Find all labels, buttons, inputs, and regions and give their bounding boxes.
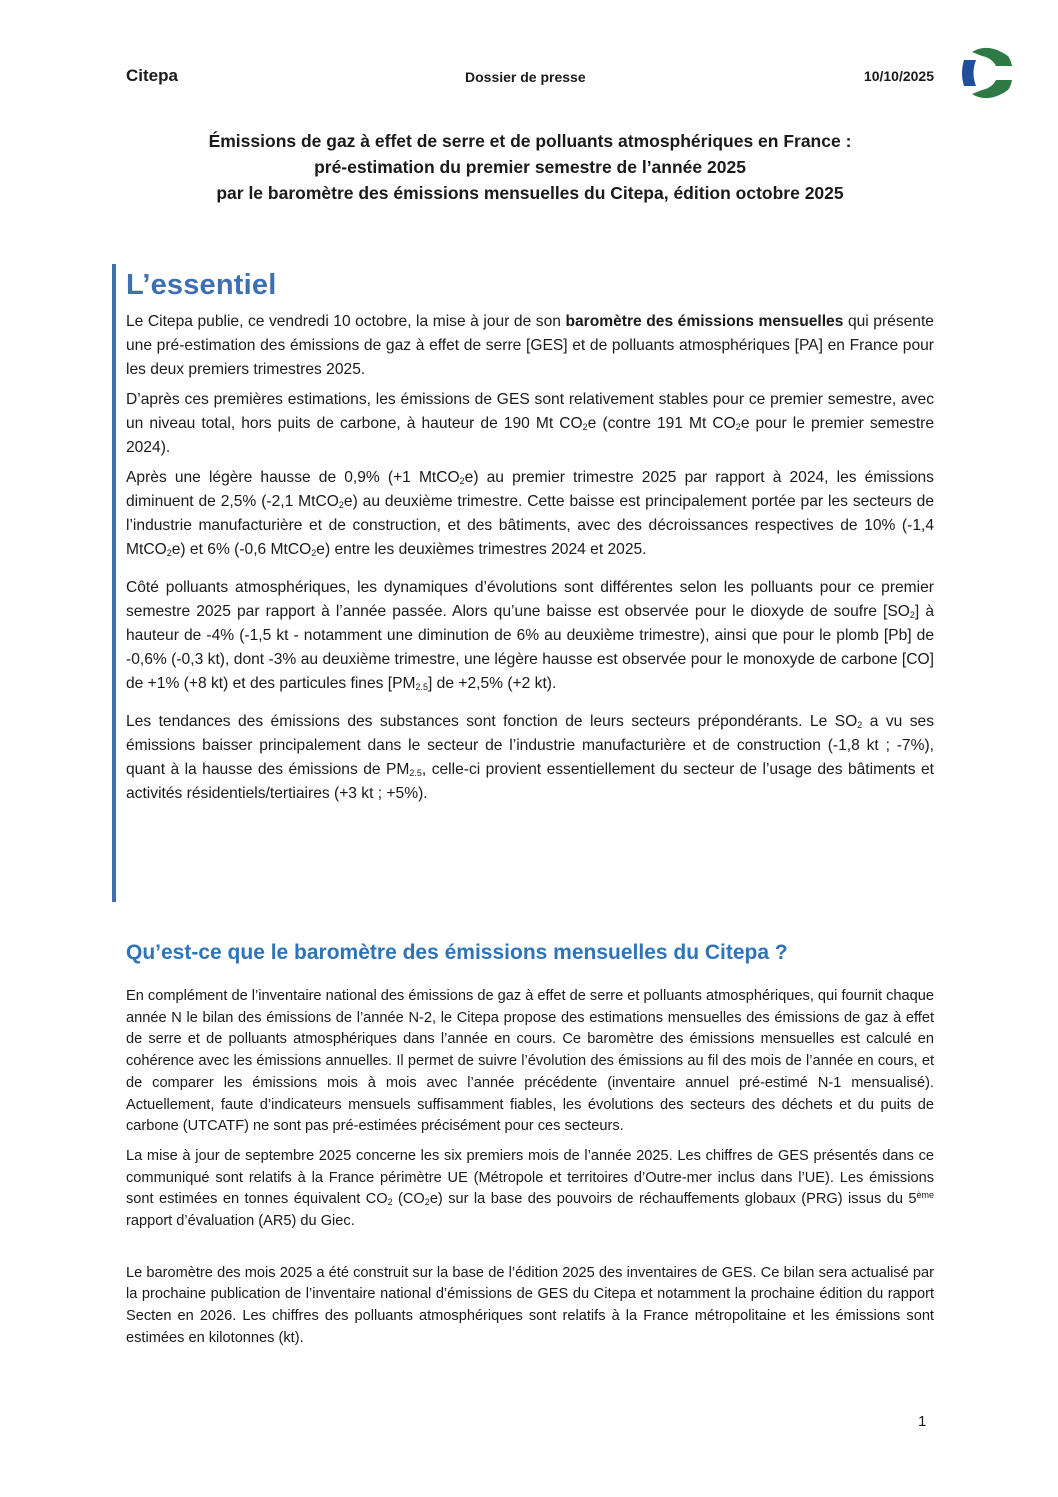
document-title [100,128,960,206]
barometre-paragraph-2: La mise à jour de septembre 2025 concerne les six premiers mois de l’année 2025. Les chiffres de GES présentés dans ce communiqué sont relatifs à la France périmètre UE (Métropole et territoires d’Outre-mer inclus dans l’UE). Les émissions sont estimées en tonnes équivalent $CO_2$ $(CO_2e)$ sur la base des pouvoirs de réchauffements globaux (PRG) issus du 5ème rapport d’évaluation (AR5) du Giec. [126,1147,934,1230]
essentiel-heading: L’essentiel [126,269,277,301]
barometre-heading: Qu’est-ce que le baromètre des émissions mensuelles du Citepa ? [126,941,788,964]
title-line-1: Émissions de gaz à effet de serre et de polluants atmosphériques en France : [208,131,852,151]
organization-name: Citepa [126,66,178,85]
logo-blue-segment [962,60,976,86]
logo-green-lower-arc [972,80,1012,98]
essentiel-paragraph-3: Après une légère hausse de 0,9% (+1 MtCO$_2$e) au premier trimestre 2025 par rapport à 2024, les émissions diminuent de 2,5% (-2,1 MtCO$_2$e) au deuxième trimestre. Cette baisse est principalement portée par les secteurs de l’industrie manufacturière et de construction, et des bâtiments, avec des décroissances respectives de 10% (-1,4 MtCO$_2$e) et 6% (-0,6 MtCO$_2$e) entre les deuxièmes trimestres 2024 et 2025. [126,469,934,558]
essentiel-paragraph-4: Côté polluants atmosphériques, les dynamiques d’évolutions sont différentes selon les polluants pour ce premier semestre 2025 par rapport à l’année passée. Alors qu’une baisse est observée pour le dioxyde de soufre $[SO_2]$ à hauteur de -4% (-1,5 kt - notamment une diminution de 6% au deuxième trimestre), ainsi que pour le plomb [Pb] de -0,6% (-0,3 kt), dont -3% au deuxième trimestre, une légère hausse est observée pour le monoxyde de carbone [CO] de +1% (+8 kt) et des particules fines $[PM_{2.5}]$ de +2,5% (+2 kt). [126,579,934,692]
barometre-section [126,938,934,1358]
barometre-paragraph-3: Le baromètre des mois 2025 a été construit sur la base de l’édition 2025 des inventaires de GES. Ce bilan sera actualisé par la prochaine publication de l’inventaire national d’émissions de GES du Citepa et notamment la prochaine édition du rapport Secten en 2026. Les chiffres des polluants atmosphériques sont relatifs à la France métropolitaine et les émissions sont estimées en kilotonnes (kt). [126,1264,934,1346]
title-line-2: pré-estimation du premier semestre de l’année 2025 [314,157,746,177]
logo-green-upper-arc [972,48,1012,66]
title-line-3: par le baromètre des émissions mensuelles du Citepa, édition octobre 2025 [216,183,844,203]
essentiel-section [112,264,934,902]
document-type: Dossier de presse [465,69,586,85]
citepa-logo-icon [958,46,1014,100]
barometre-highlight: baromètre des émissions mensuelles [565,313,844,330]
essentiel-paragraph-1: Le Citepa publie, ce vendredi 10 octobre, la mise à jour de son baromètre des émissions mensuelles qui présente une pré-estimation des émissions de gaz à effet de serre [GES] et de polluants atmosphériques [PA] en France pour les deux premiers trimestres 2025. [126,313,934,378]
document-date: 10/10/2025 [863,68,934,84]
page-header [126,64,934,88]
barometre-paragraph-1: En complément de l’inventaire national des émissions de gaz à effet de serre et polluants atmosphériques, qui fournit chaque année N le bilan des émissions de l’année N-2, le Citepa propose des estimations mensuelles des émissions de gaz à effet de serre et de polluants atmosphériques dans l’année en cours. Ce baromètre des émissions mensuelles est calculé en cohérence avec les émissions annuelles. Il permet de suivre l’évolution des émissions au fil des mois de l’année en cours, et de comparer les émissions mois à mois avec l’année précédente (inventaire annuel pré-estimé N-1 mensualisé). Actuellement, faute d’indicateurs mensuels suffisamment fiables, les évolutions des secteurs des déchets et du puits de carbone (UTCATF) ne sont pas pré-estimées précisément pour ces secteurs. [126,988,934,1135]
page-number: 1 [918,1413,927,1430]
essentiel-paragraph-5: Les tendances des émissions des substances sont fonction de leurs secteurs prépondérants. Le $SO_2$ a vu ses émissions baisser principalement dans le secteur de l’industrie manufacturière et de construction (-1,8 kt ; -7%), quant à la hausse des émissions de $PM_{2.5}$, celle-ci provient essentiellement du secteur de l’usage des bâtiments et activités résidentiels/tertiaires (+3 kt ; +5%). [126,713,934,802]
essentiel-paragraph-2: D’après ces premières estimations, les émissions de GES sont relativement stables pour ce premier semestre, avec un niveau total, hors puits de carbone, à hauteur de 190 Mt $CO_2e$ (contre 191 Mt $CO_2e$ pour le premier semestre 2024). [126,391,935,456]
